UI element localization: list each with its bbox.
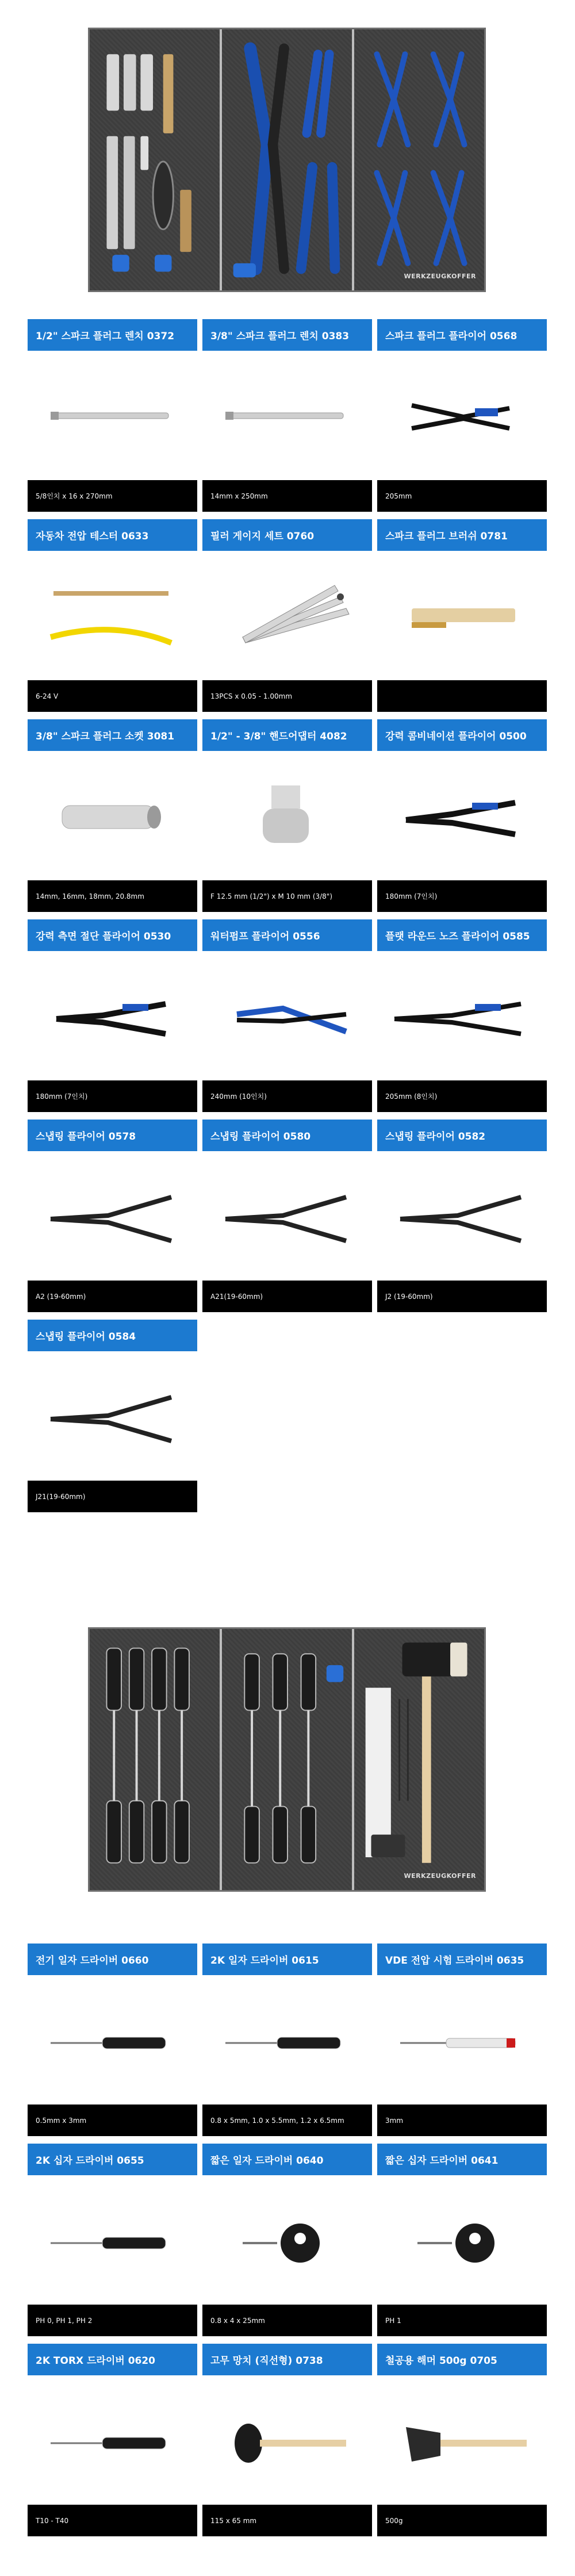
- product-title: 자동차 전압 테스터 0633: [28, 519, 197, 551]
- spark-plug-wrench-icon: [202, 351, 372, 480]
- product-card: [377, 319, 547, 512]
- tray-brand-label: WERKZEUGKOFFER: [404, 273, 476, 280]
- product-spec: 5/8인치 x 16 x 270mm: [28, 480, 197, 512]
- product-title: 스냅링 플라이어 0578: [28, 1120, 197, 1151]
- product-title: 짧은 일자 드라이버 0640: [202, 2144, 372, 2175]
- screwdriver-icon: [28, 1975, 197, 2104]
- product-spec: J21(19-60mm): [28, 1481, 197, 1512]
- spark-plug-pliers-icon: [377, 351, 547, 480]
- product-spec: PH 0, PH 1, PH 2: [28, 2305, 197, 2336]
- product-card: [28, 719, 197, 912]
- product-title: 스파크 플러그 플라이어 0568: [377, 319, 547, 351]
- product-title: 2K TORX 드라이버 0620: [28, 2344, 197, 2375]
- product-card: [28, 319, 197, 512]
- long-nose-pliers-icon: [377, 951, 547, 1080]
- product-title: 스냅링 플라이어 0584: [28, 1320, 197, 1351]
- product-title: 스냅링 플라이어 0582: [377, 1120, 547, 1151]
- product-spec: 0.5mm x 3mm: [28, 2104, 197, 2136]
- product-card: [28, 1943, 197, 2136]
- product-spec: 115 x 65 mm: [202, 2505, 372, 2536]
- snap-ring-pliers-icon: [377, 1151, 547, 1281]
- product-card: [377, 2144, 547, 2336]
- product-card: [28, 2344, 197, 2536]
- product-title: 짧은 십자 드라이버 0641: [377, 2144, 547, 2175]
- product-card: [202, 519, 372, 712]
- product-title: 철공용 해머 500g 0705: [377, 2344, 547, 2375]
- product-title: 스냅링 플라이어 0580: [202, 1120, 372, 1151]
- voltage-screwdriver-icon: [377, 1975, 547, 2104]
- tray-section-hammers: [354, 1629, 484, 1890]
- machinist-hammer-icon: [377, 2375, 547, 2505]
- product-spec: 3mm: [377, 2104, 547, 2136]
- snap-ring-pliers-icon: [202, 1151, 372, 1281]
- tool-tray-photo-1: [88, 28, 486, 292]
- product-spec: 6-24 V: [28, 680, 197, 712]
- product-title: 플랫 라운드 노즈 플라이어 0585: [377, 919, 547, 951]
- product-card: [28, 1120, 197, 1312]
- combination-pliers-icon: [377, 751, 547, 880]
- product-spec: 13PCS x 0.05 - 1.00mm: [202, 680, 372, 712]
- product-spec: 0.8 x 4 x 25mm: [202, 2305, 372, 2336]
- product-title: 워터펌프 플라이어 0556: [202, 919, 372, 951]
- tray-brand-label: WERKZEUGKOFFER: [404, 1872, 476, 1880]
- tool-tray-photo-2: [88, 1627, 486, 1892]
- adapter-icon: [202, 751, 372, 880]
- spark-plug-socket-icon: [28, 751, 197, 880]
- screwdriver-icon: [202, 1975, 372, 2104]
- tray-section-screwdrivers-2: [222, 1629, 354, 1890]
- product-title: 1/2" - 3/8" 핸드어댑터 4082: [202, 719, 372, 751]
- product-spec: 205mm (8인치): [377, 1080, 547, 1112]
- product-grid-1: [28, 319, 547, 1512]
- product-card: [377, 2344, 547, 2536]
- product-spec: F 12.5 mm (1/2") x M 10 mm (3/8"): [202, 880, 372, 912]
- product-card: [202, 2144, 372, 2336]
- stubby-screwdriver-icon: [377, 2175, 547, 2305]
- product-spec: A21(19-60mm): [202, 1281, 372, 1312]
- product-spec: [377, 680, 547, 712]
- product-spec: 180mm (7인치): [28, 1080, 197, 1112]
- product-card: [377, 519, 547, 712]
- product-card: [202, 2344, 372, 2536]
- product-title: 2K 일자 드라이버 0615: [202, 1943, 372, 1975]
- product-card: [28, 1320, 197, 1512]
- tray-section-snapring: [354, 29, 484, 290]
- snap-ring-pliers-icon: [28, 1151, 197, 1281]
- product-card: [202, 319, 372, 512]
- product-spec: 14mm x 250mm: [202, 480, 372, 512]
- screwdriver-icon: [28, 2175, 197, 2305]
- water-pump-pliers-icon: [202, 951, 372, 1080]
- product-title: 3/8" 스파크 플러그 렌치 0383: [202, 319, 372, 351]
- product-card: [202, 1943, 372, 2136]
- wire-brush-icon: [377, 551, 547, 680]
- tray-section-screwdrivers-1: [90, 1629, 222, 1890]
- product-card: [28, 519, 197, 712]
- product-spec: 180mm (7인치): [377, 880, 547, 912]
- product-card: [377, 919, 547, 1112]
- product-spec: 14mm, 16mm, 18mm, 20.8mm: [28, 880, 197, 912]
- product-card: [202, 719, 372, 912]
- voltage-tester-icon: [28, 551, 197, 680]
- snap-ring-pliers-icon: [28, 1351, 197, 1481]
- product-title: 3/8" 스파크 플러그 소켓 3081: [28, 719, 197, 751]
- side-cutter-icon: [28, 951, 197, 1080]
- product-card: [202, 1120, 372, 1312]
- tray-section-pliers: [222, 29, 354, 290]
- product-grid-2: [28, 1943, 547, 2536]
- product-spec: 0.8 x 5mm, 1.0 x 5.5mm, 1.2 x 6.5mm: [202, 2104, 372, 2136]
- product-title: 1/2" 스파크 플러그 렌치 0372: [28, 319, 197, 351]
- product-spec: A2 (19-60mm): [28, 1281, 197, 1312]
- product-title: 2K 십자 드라이버 0655: [28, 2144, 197, 2175]
- product-title: VDE 전압 시험 드라이버 0635: [377, 1943, 547, 1975]
- product-card: [28, 2144, 197, 2336]
- product-title: 스파크 플러그 브러쉬 0781: [377, 519, 547, 551]
- product-card: [202, 919, 372, 1112]
- product-title: 전기 일자 드라이버 0660: [28, 1943, 197, 1975]
- product-spec: T10 - T40: [28, 2505, 197, 2536]
- product-spec: J2 (19-60mm): [377, 1281, 547, 1312]
- product-card: [28, 919, 197, 1112]
- product-spec: 240mm (10인치): [202, 1080, 372, 1112]
- product-title: 고무 망치 (직선형) 0738: [202, 2344, 372, 2375]
- product-card: [377, 719, 547, 912]
- product-spec: 205mm: [377, 480, 547, 512]
- tray-section-sockets: [90, 29, 222, 290]
- spark-plug-wrench-icon: [28, 351, 197, 480]
- product-card: [377, 1943, 547, 2136]
- product-spec: PH 1: [377, 2305, 547, 2336]
- rubber-mallet-icon: [202, 2375, 372, 2505]
- feeler-gauge-icon: [202, 551, 372, 680]
- product-title: 강력 측면 절단 플라이어 0530: [28, 919, 197, 951]
- product-title: 강력 콤비네이션 플라이어 0500: [377, 719, 547, 751]
- stubby-screwdriver-icon: [202, 2175, 372, 2305]
- screwdriver-icon: [28, 2375, 197, 2505]
- product-spec: 500g: [377, 2505, 547, 2536]
- product-title: 필러 게이지 세트 0760: [202, 519, 372, 551]
- product-card: [377, 1120, 547, 1312]
